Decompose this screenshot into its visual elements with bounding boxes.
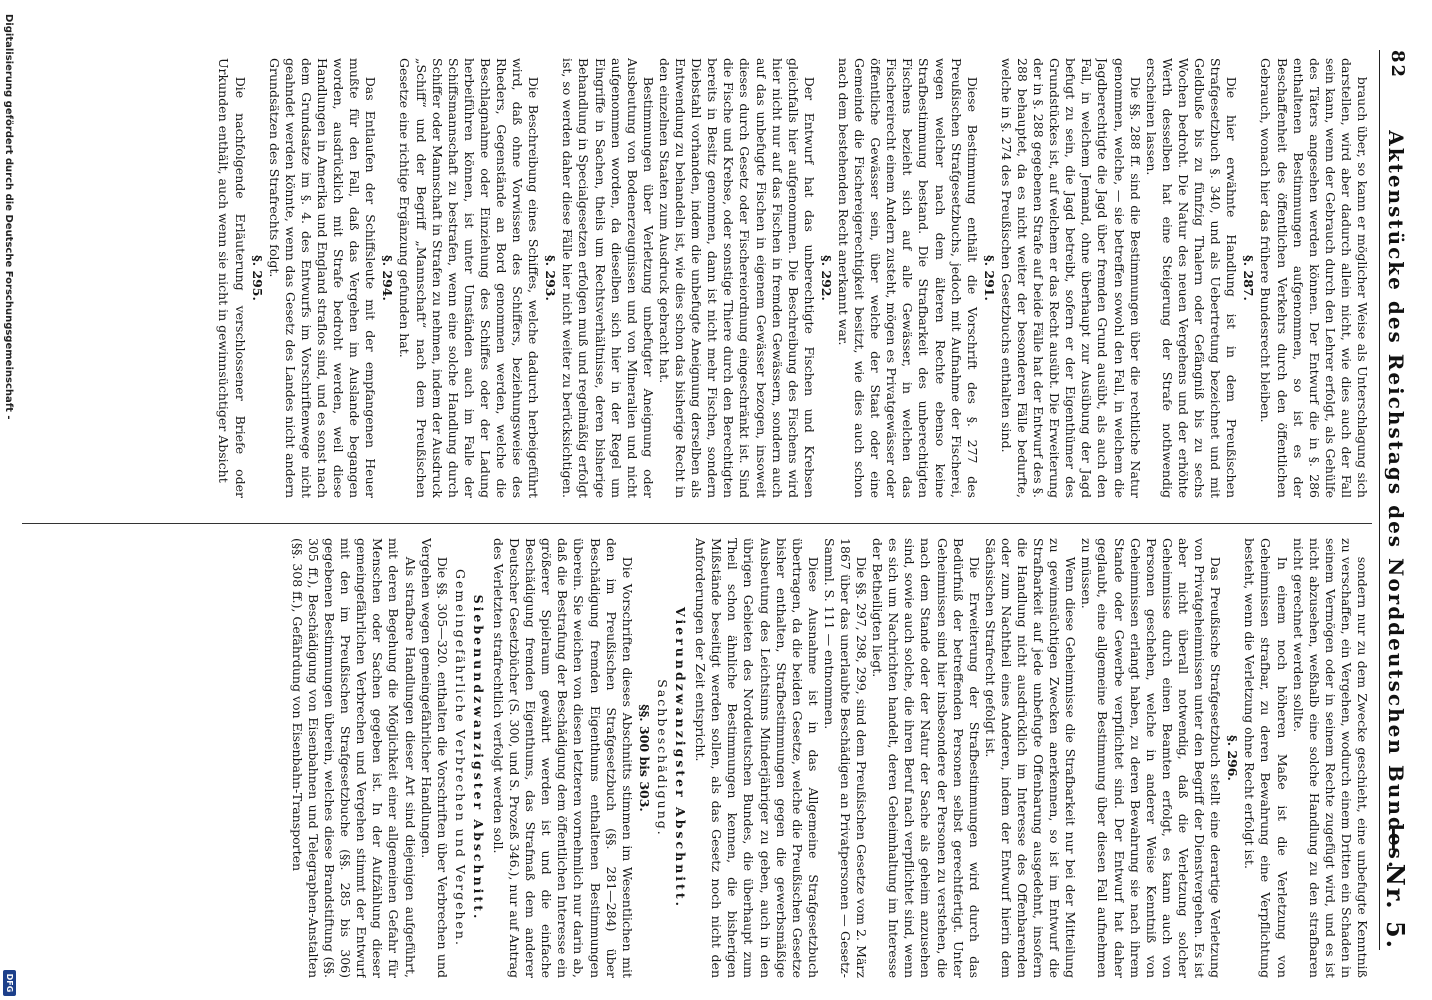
paragraph: Die §§. 305—320. enthalten die Vorschriften über Verbrechen und Vergehen wegen gemeingefährlicher Handlungen.: [418, 538, 450, 978]
header-title: Aktenstücke des Reichstags des Norddeutschen Bundes.: [1384, 130, 1408, 870]
paragraph: Die §§. 297, 298, 299, sind dem Preußischen Gesetze vom 2. März 1867 über das unerlaubte Beschädigen an Privatpersonen — Gesetz-Samml. S. 111 — entnommen.: [821, 538, 870, 978]
left-column: [25, 58, 1370, 498]
section-heading-291: §. 291.: [981, 255, 997, 301]
column-divider: [22, 523, 1372, 524]
paragraph: Wenn diese Geheimnisse die Strafbarkeit nur bei der Mitteilung zu gewinnsüchtigen Zwecken anerkennen, so ist im Entwurf die Strafbarkeit auf jede unbefugte Offenbarung ausgedehnt, insofern die Handlung nicht ausdrücklich im Interesse des Offenbarenden oder zum Nachtheil eines Anderen, indem der Entwurf hierin dem Sächsischen Strafrecht gefolgt ist.: [982, 538, 1079, 978]
chapter-heading-2: Siebenundzwanzigster Abschnitt.: [470, 594, 486, 922]
paragraph: Der Entwurf hat das unberechtigte Fischen und Krebsen gleichfalls hier aufgenommen. Die Beschreibung des Fischens wird hier nicht nur auf das Fischen in fremden Gewässern, sondern auch auf das unbefugte Fischen in eigenem Gewässer bezogen, insoweit dieses durch Gesetz oder Fischereiordnung eingeschränkt ist. Sind die Fische und Krebse, oder sonstige Thiere durch den Berechtigten bereits in Besitz genommen, dann ist nicht mehr Fischen, sondern Diebstahl vorhanden, indem die unbefugte Aneignung derselben als Entwendung zu behandeln ist, wie dies schon das bisherige Recht in den einzelnen Staaten zum Ausdruck gebracht hat.: [656, 58, 817, 498]
paragraph: In einem noch höheren Maße ist die Verletzung von Geheimnissen strafbar, zu deren Bewahrung eine Verpflichtung besteht, wenn die Verletzung ohne Recht erfolgt ist.: [1242, 538, 1290, 978]
dfg-logo-icon: DFG: [3, 970, 16, 996]
page-number: 82: [1387, 50, 1408, 80]
paragraph: Diese Bestimmung enthält die Vorschrift des §. 277 des Preußischen Strafgesetzbuchs, jedoch mit Aufnahme der Fischerei, wegen welcher nach dem älteren Rechte ebenso keine Strafbestimmung bestand. Die Strafbarkeit des unberechtigten Fischens bezieht sich auf alle Gewässer, in welchen das Fischereirecht einem Andern zusteht, mögen es Privatgewässer oder öffentliche Gewässer sein, über welche der Staat oder eine Gemeinde die Fischereigerechtigkeit besitzt, wie dies auch schon nach dem bestehenden Recht anerkannt war.: [836, 58, 980, 498]
digitization-footer: [0, 0, 16, 1000]
paragraph: Die hier erwähnte Handlung ist in dem Preußischen Strafgesetzbuch §. 340, und als Uebertretung bezeichnet und mit Geldbuße bis zu fünfzig Thalern oder Gefängniß bis zu sechs Wochen bedroht. Die Natur des neuen Vergehens und der erhöhte Werth desselben hat eine Steigerung der Strafe nothwendig erscheinen lassen.: [1143, 58, 1240, 498]
paragraph: Die Beschreibung eines Schiffes, welche dadurch herbeigeführt wird, daß ohne Vorwissen des Schiffers, beziehungsweise des Rheders, Gegenstände an Bord genommen werden, welche die Beschlagnahme oder Einziehung des Schiffes oder der Ladung herbeiführen können, ist unter Umständen auch im Falle der Schiffsmannschaft zu bestrafen, wenn eine solche Handlung durch Schiffer oder Mannschaft in Strafen zu nehmen, indem der Ausdruck „Schiff“ und der Begriff „Mannschaft“ nach dem Preußischen Gesetze eine richtige Ergänzung gefunden hat.: [397, 58, 542, 498]
section-heading-295: §. 295.: [249, 255, 265, 301]
chapter-title: Sachbeschädigung.: [654, 679, 670, 837]
section-heading-287: §. 287.: [1241, 255, 1257, 301]
paragraph: Das Entlaufen der Schiffsleute mit der empfangenen Heuer mußte für den Fall, daß das Vergehen im Auslande begangen worden, ausdrücklich mit Strafe bedroht werden, weil diese Handlungen in Amerika und England straflos sind, und es sonst nach dem Grundsatze im §. 4. des Entwurfs im Vorschriftenwege nicht geahndet werden könnte, wenn das Gesetz des Landes nicht andern Grundsätzen des Strafrechts folgt.: [266, 58, 379, 498]
paragraph: Die Erweiterung der Strafbestimmungen wird durch das Bedürfniß der betreffenden Personen selbst gerechtfertigt. Unter Geheimnissen sind hier insbesondere der Personen zu verstehen, die nach dem Stande oder der Natur der Sache als geheim anzusehen sind, sowie auch solche, die ihren Beruf nach verpflichtet sind, wenn es sich um Nachrichten handelt, deren Geheimhaltung im Interesse der Betheiligten liegt.: [870, 538, 982, 978]
section-heading-293: §. 293.: [543, 255, 559, 301]
funding-notice: Digitalisierung gefördert durch die Deutsche Forschungsgemeinschaft -: [3, 14, 14, 420]
section-heading-300: §§. 300 bis 303.: [636, 704, 652, 812]
chapter-heading: Vierundzwanzigster Abschnitt.: [673, 607, 689, 909]
paragraph: Diese Ausnahme ist in das Allgemeine Strafgesetzbuch übertragen, da die beiden Gesetze, welche die Preußischen Gesetze bisher enthalten, Strafbestimmungen gegen die gewerbsmäßige Ausbeutung des Leichtsinns Minderjähriger zu geben, auch in den übrigen Gebieten des Norddeutschen Bundes, die überhaupt zum Theil schon ähnliche Bestimmungen kennen, die bisherigen Mißstände beseitigt werden sollen, als das Gesetz noch nicht den Anforderungen der Zeit entspricht.: [693, 538, 821, 978]
paragraph: Bestimmungen über Verletzung unbefugter Aneignung oder Ausbeutung von Bodenerzeugnissen und von Mineralien und nicht aufgenommen worden, da dieselben sich hier in der Regel um Eingriffe in Sachen, theils um Rechtsverhältnisse, deren bisherige Behandlung in Specialgesetzen erfolgen muß und regelmäßig erfolgt ist, so werden daher diese Fälle hier nicht weiter zu berücksichtigen.: [560, 58, 656, 498]
paragraph: sondern nur zu dem Zwecke geschieht, eine unbefugte Kenntniß zu verschaffen, ein Vergehen, wodurch einem Dritten ein Schaden in seinem Vermögen oder in seinem Rechte zugefügt wird, und es ist nicht abzusehen, weßhalb eine solche Handlung zu den strafbaren nicht gerechnet werden sollte.: [1290, 538, 1370, 978]
paragraph: Das Preußische Strafgesetzbuch stellt eine derartige Verletzung von Privatgeheimnissen unter den Begriff der Dienstvergehen. Es ist aber nicht überall notwendig, daß die Verletzung solcher Geheimnisse durch einen Beamten erfolgt, es kann auch von Personen geschehen, welche in anderer Weise Kenntniß von Geheimnissen erlangt haben, zu deren Bewahrung sie nach ihrem Stande oder Gewerbe verpflichtet sind. Der Entwurf hat daher geglaubt, eine allgemeine Bestimmung über diesen Fall aufnehmen zu müssen.: [1079, 538, 1224, 978]
paragraph: Die §§. 288 ff. sind die Bestimmungen über die rechtliche Natur genommen, welche, — sie betreffen sowohl den Fall, in welchem die Jagdberechtigte die Jagd über fremden Grund ausübt, als auch den Fall, in welchem Jemand, ohne überhaupt zur Ausübung der Jagd befugt zu sein, die Jagd betreibt, sofern er der Eigenthümer des Grundstückes ist, auf welchem er das Recht ausübt. Die Erweiterung der in §. 288 gegebenen Strafe auf beide Fälle hat der Entwurf des §. 288 behauptet, da es nicht weiter der besonderen Fälle bedurfte, welche in §. 274 des Preußischen Gesetzbuchs enthalten sind.: [998, 58, 1143, 498]
running-header: [1379, 50, 1410, 950]
paragraph: Die nachfolgende Erläuterung verschlossener Briefe oder Urkunden enthält, auch wenn sie nicht in gewinnsüchtiger Absicht: [216, 58, 248, 498]
document-number: — Nr. 5.: [1381, 827, 1410, 950]
paragraph: brauch über, so kann er möglicher Weise als Unterschlagung sich darstellen, wird aber dadurch allein nicht, wie dies auch der Fall sein kann, wenn der Gebrauch durch den Lehrer erfolgt, als Gehülfe des Täters angesehen werden können. Der Entwurf die in §. 286 enthaltenen Bestimmungen aufgenommen, so ist es der Beschaffenheit des öffentlichen Verkehrs durch den öffentlichen Gebrauch, wonach hier das frühere Bundesrecht bleiben.: [1258, 58, 1370, 498]
right-column: [25, 538, 1370, 978]
section-heading-292: §. 292.: [818, 255, 834, 301]
paragraph: Als strafbare Handlungen dieser Art sind diejenigen aufgeführt, mit deren Begehung die Möglichkeit einer allgemeinen Gefahr für Menschen oder Sachen gegeben ist. In der Aufzählung dieser gemeingefährlichen Verbrechen und Vergehen stimmt der Entwurf mit den im Preußischen Strafgesetzbuche (§§. 285 bis 306) gegebenen Bestimmungen überein, welches diese Brandstiftung (§§. 305 ff.), Beschädigung von Eisenbahnen und Telegraphen-Anstalten (§§. 308 ff.), Gefährdung von Eisenbahn-Transporten: [289, 538, 418, 978]
paragraph: Die Vorschriften dieses Abschnitts stimmen im Wesentlichen mit den im Preußischen Strafgesetzbuch (§§. 281—284) über Beschädigung fremden Eigenthums enthaltenen Bestimmungen überein. Sie weichen von diesen letzteren vornehmlich nur darin ab, daß die Bestrafung der Beschädigung dem öffentlichen Interesse ein größerer Spielraum gewährt werden ist und die einfache Beschädigung fremden Eigenthums, das Strafmaß dem anderer Deutscher Gesetzbücher (S. 300, und S. Prozeß 346.), nur auf Antrag des Verletzten strafrechtlich verfolgt werden soll.: [491, 538, 635, 978]
chapter-title-2: Gemeingefährliche Verbrechen und Vergehen.: [452, 569, 468, 947]
section-heading-296: §. 296.: [1225, 735, 1241, 781]
section-heading-294: §. 294.: [380, 255, 396, 301]
